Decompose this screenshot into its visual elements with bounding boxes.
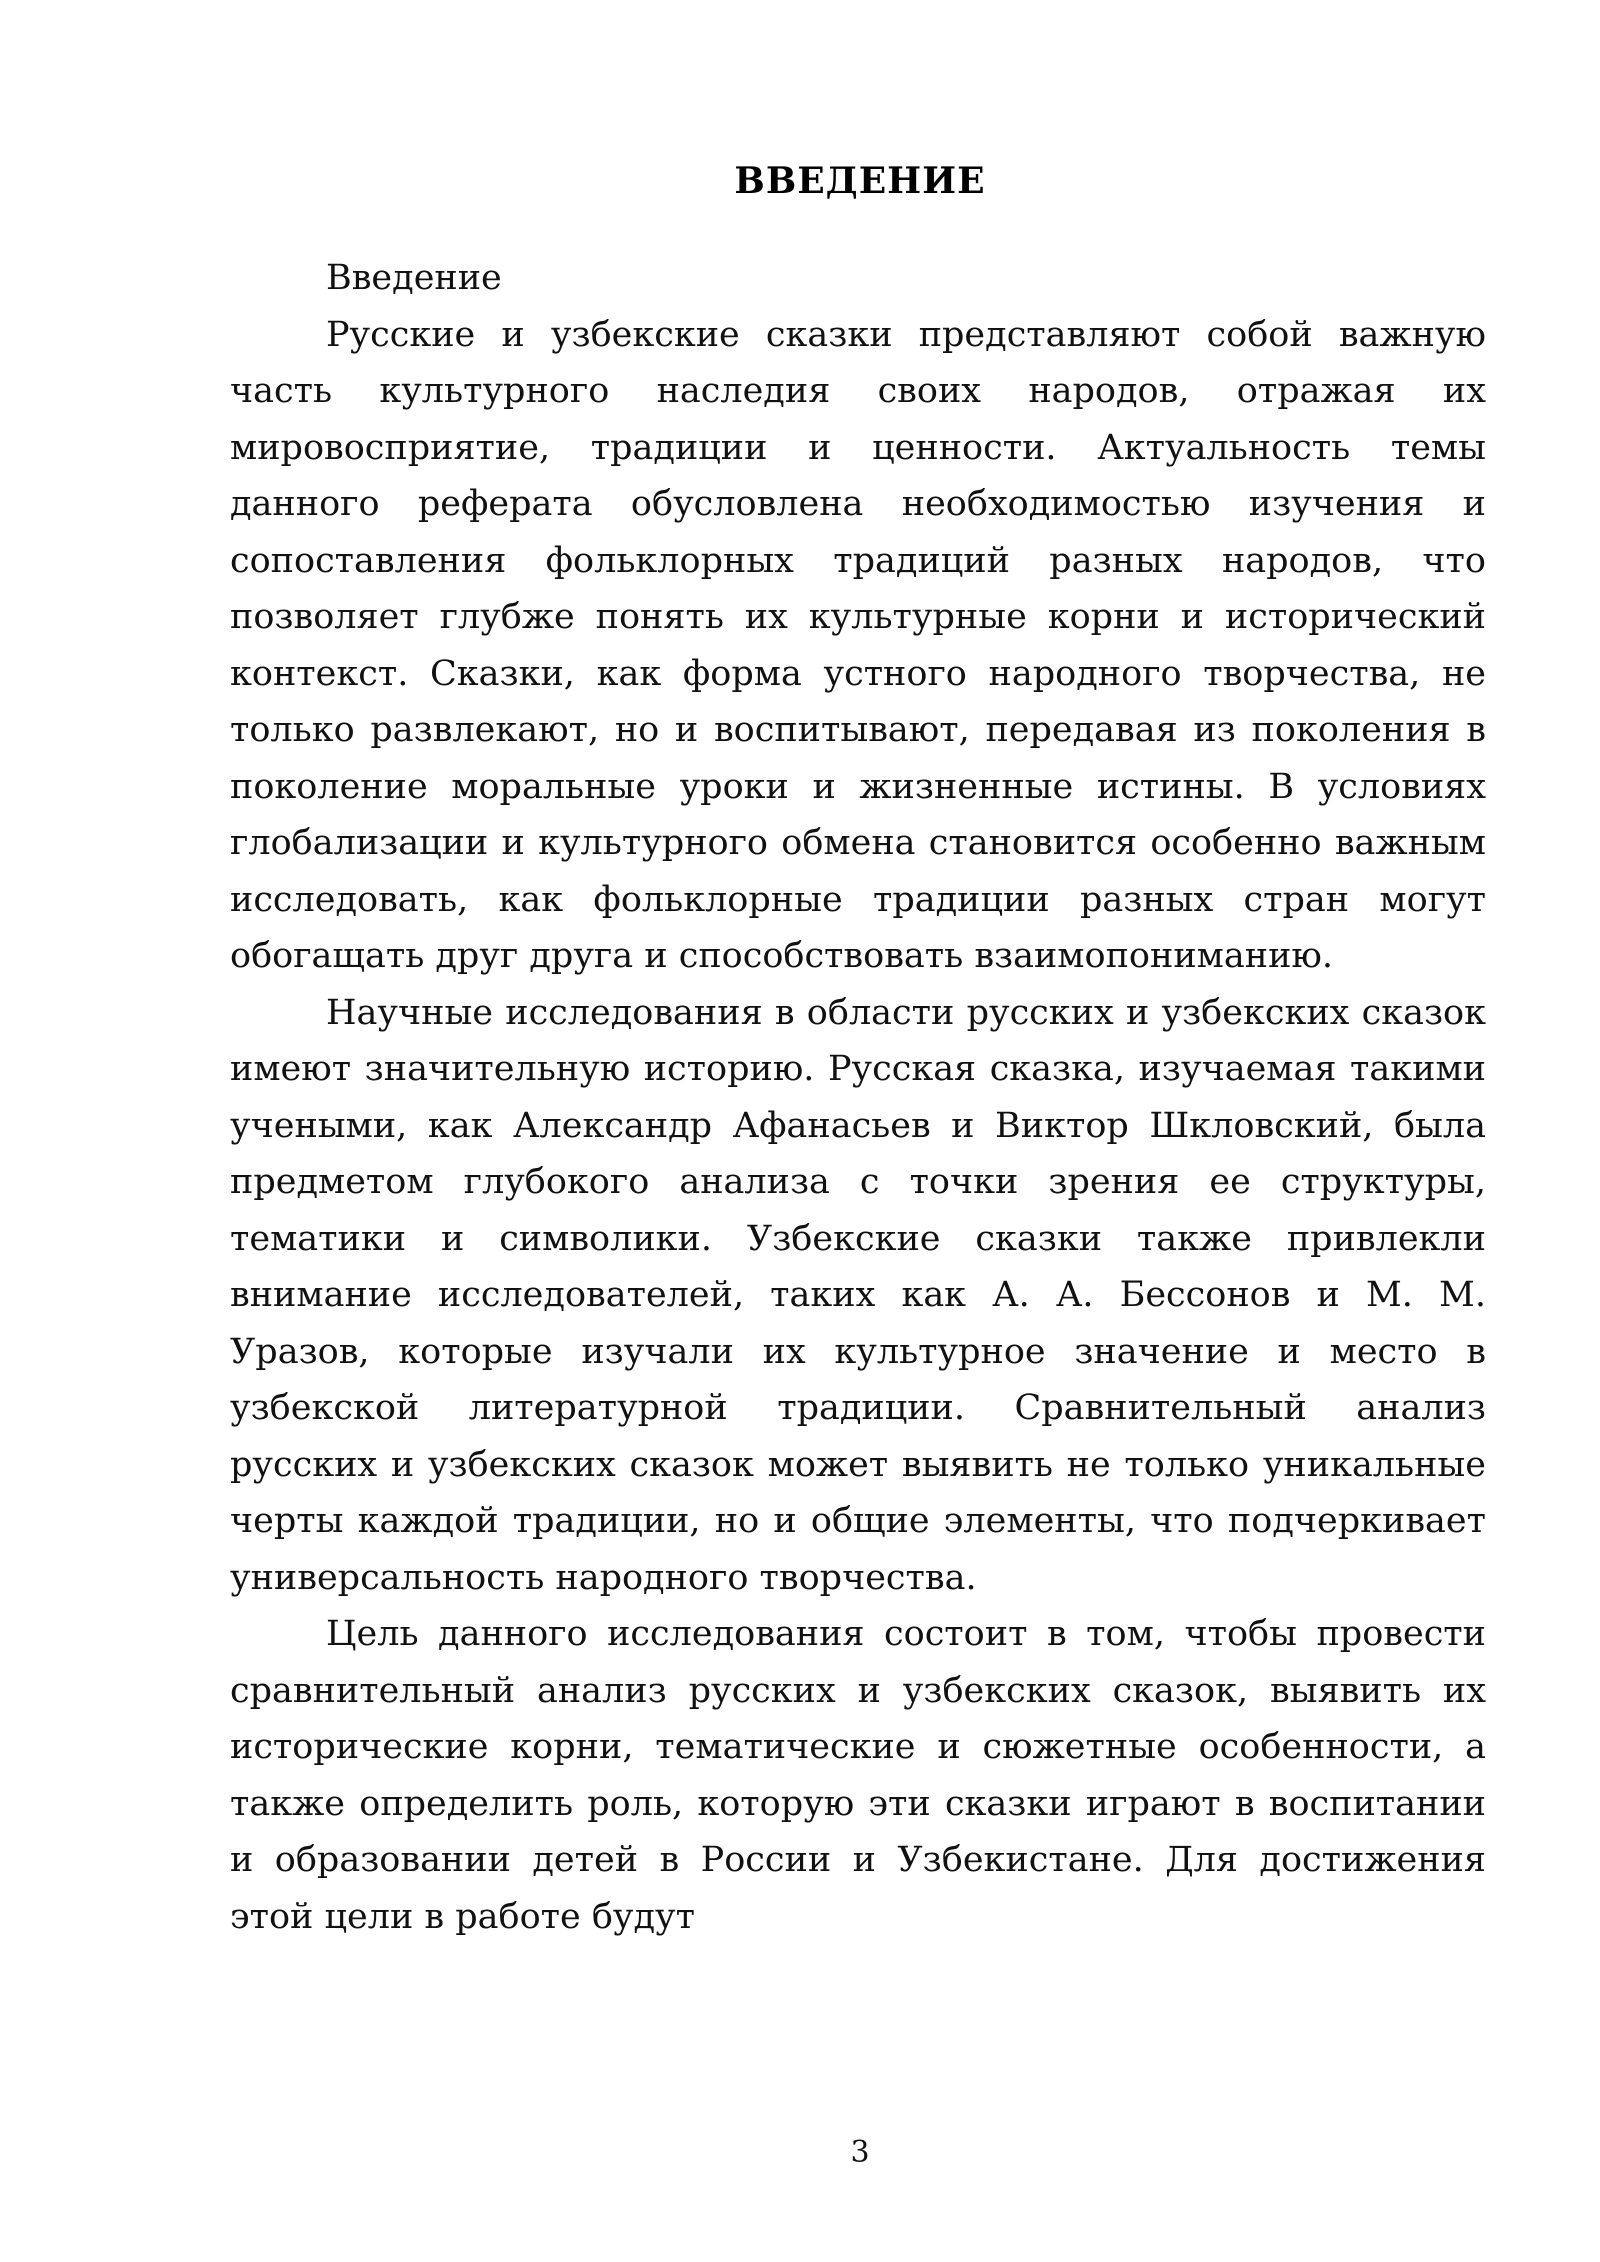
paragraph-research-history: Научные исследования в области русских и узбекских сказок имеют значительную историю. Русская сказка, изучаемая такими учеными, как Александр Афанасьев и Виктор Шкловский, была предметом глубокого анализа с точки зрения ее структуры, тематики и символики. Узбекские сказки также привлекли внимание исследователей, таких как А. А. Бессонов и М. М. Уразов, которые изучали их культурное значение и место в узбекской литературной традиции. Сравнительный анализ русских и узбекских сказок может выявить не только уникальные черты каждой традиции, но и общие элементы, что подчеркивает универсальность народного творчества. xyxy=(230,992,1486,1598)
body-text xyxy=(230,250,1486,1945)
subheading-introduction: Введение xyxy=(326,258,502,298)
page-title: ВВЕДЕНИЕ xyxy=(734,160,986,202)
paragraph-goal: Цель данного исследования состоит в том, чтобы провести сравнительный анализ русских и узбекских сказок, выявить их исторические корни, тематические и сюжетные особенности, а также определить роль, которую эти сказки играют в воспитании и образовании детей в России и Узбекистане. Для достижения этой цели в работе будут xyxy=(230,1614,1486,1937)
page-number: 3 xyxy=(850,2135,870,2170)
paragraph-relevance: Русские и узбекские сказки представляют собой важную часть культурного наследия своих народов, отражая их мировосприятие, традиции и ценности. Актуальность темы данного реферата обусловлена необходимостью изучения и сопоставления фольклорных традиций разных народов, что позволяет глубже понять их культурные корни и исторический контекст. Сказки, как форма устного народного творчества, не только развлекают, но и воспитывают, передавая из поколения в поколение моральные уроки и жизненные истины. В условиях глобализации и культурного обмена становится особенно важным исследовать, как фольклорные традиции разных стран могут обогащать друг друга и способствовать взаимопониманию. xyxy=(230,314,1486,976)
